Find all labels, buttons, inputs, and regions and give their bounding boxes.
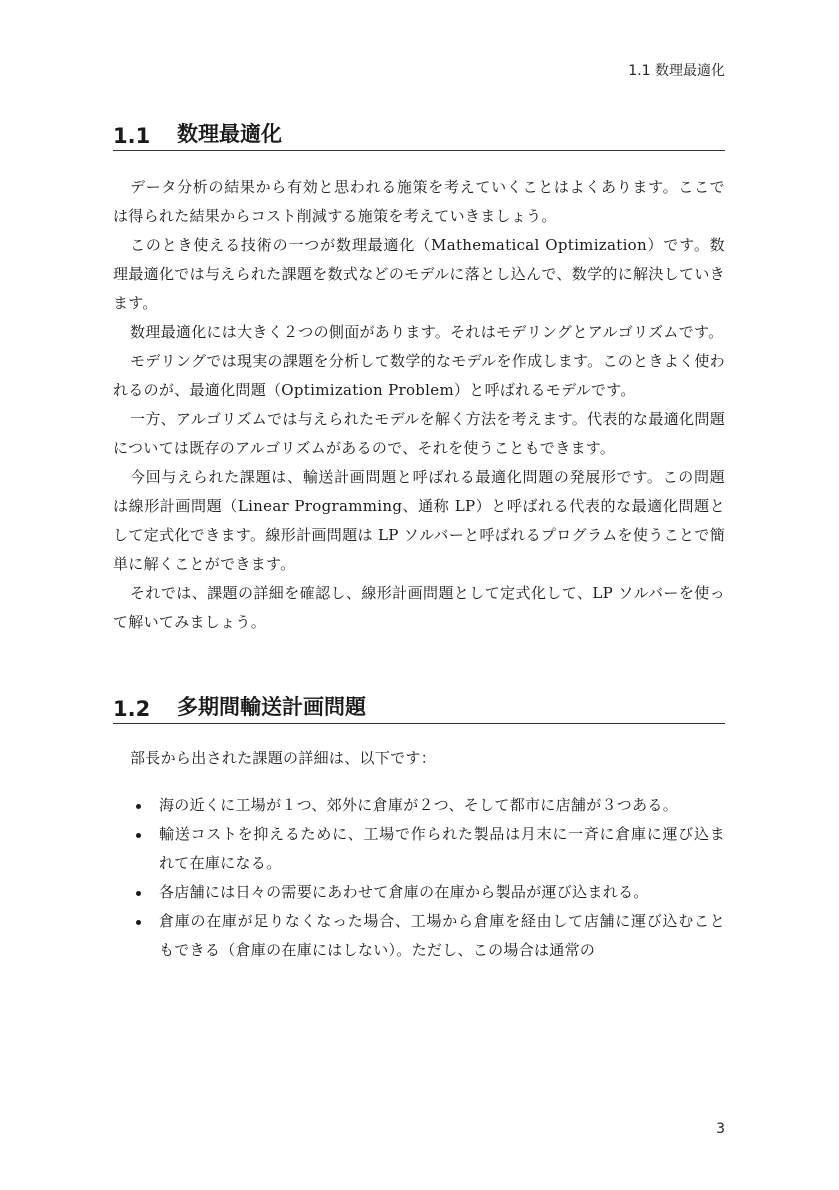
bullet-icon <box>136 804 141 809</box>
bullet-icon <box>136 920 141 925</box>
bullet-icon <box>136 891 141 896</box>
list-item-text: 海の近くに工場が１つ、郊外に倉庫が２つ、そして都市に店舗が３つある。 <box>159 796 679 814</box>
section-heading-1-1 <box>113 118 725 151</box>
paragraph: モデリングでは現実の課題を分析して数学的なモデルを作成します。このときよく使われるのが、最適化問題（Optimization Problem）と呼ばれるモデルです。 <box>113 352 725 399</box>
paragraph: 数理最適化には大きく２つの側面があります。それはモデリングとアルゴリズムです。 <box>130 323 724 341</box>
list-item-text: 倉庫の在庫が足りなくなった場合、工場から倉庫を経由して店舗に運び込むこともできる（倉庫の在庫にはしない）。ただし、この場合は通常の <box>159 912 725 959</box>
paragraph: 一方、アルゴリズムでは与えられたモデルを解く方法を考えます。代表的な最適化問題については既存のアルゴリズムがあるので、それを使うこともできます。 <box>113 410 725 457</box>
paragraph: このとき使える技術の一つが数理最適化（Mathematical Optimization）です。数理最適化では与えられた課題を数式などのモデルに落とし込んで、数学的に解決していきます。 <box>113 236 725 312</box>
section-1-2 <box>113 691 725 965</box>
list-item <box>113 820 725 878</box>
section-title: 数理最適化 <box>177 122 282 146</box>
list-item-text: 各店舗には日々の需要にあわせて倉庫の在庫から製品が運び込まれる。 <box>159 883 649 901</box>
list-item <box>113 878 725 907</box>
section-number: 1.1 <box>113 124 151 148</box>
bullet-icon <box>136 833 141 838</box>
intro-paragraph: 部長から出された課題の詳細は、以下です： <box>130 749 437 767</box>
paragraph: データ分析の結果から有効と思われる施策を考えていくことはよくあります。ここでは得られた結果からコスト削減する施策を考えていきましょう。 <box>113 178 725 225</box>
bullet-list <box>113 791 725 965</box>
list-item <box>113 791 725 820</box>
section-body-1-1 <box>113 173 725 637</box>
running-header: 1.1 数理最適化 <box>628 63 725 79</box>
section-number: 1.2 <box>113 697 151 721</box>
list-item <box>113 907 725 965</box>
section-heading-1-2 <box>113 691 725 724</box>
page-content <box>113 118 725 965</box>
page-number: 3 <box>716 1121 725 1137</box>
paragraph: 今回与えられた課題は、輸送計画問題と呼ばれる最適化問題の発展形です。この問題は線形計画問題（Linear Programming、通称 LP）と呼ばれる代表的な最適化問題として定式化できます。線形計画問題は LP ソルバーと呼ばれるプログラムを使うことで簡単に解くことができます。 <box>113 468 725 573</box>
list-item-text: 輸送コストを抑えるために、工場で作られた製品は月末に一斉に倉庫に運び込まれて在庫になる。 <box>159 825 725 872</box>
paragraph: それでは、課題の詳細を確認し、線形計画問題として定式化して、LP ソルバーを使って解いてみましょう。 <box>113 584 725 631</box>
section-title: 多期間輸送計画問題 <box>177 695 366 719</box>
